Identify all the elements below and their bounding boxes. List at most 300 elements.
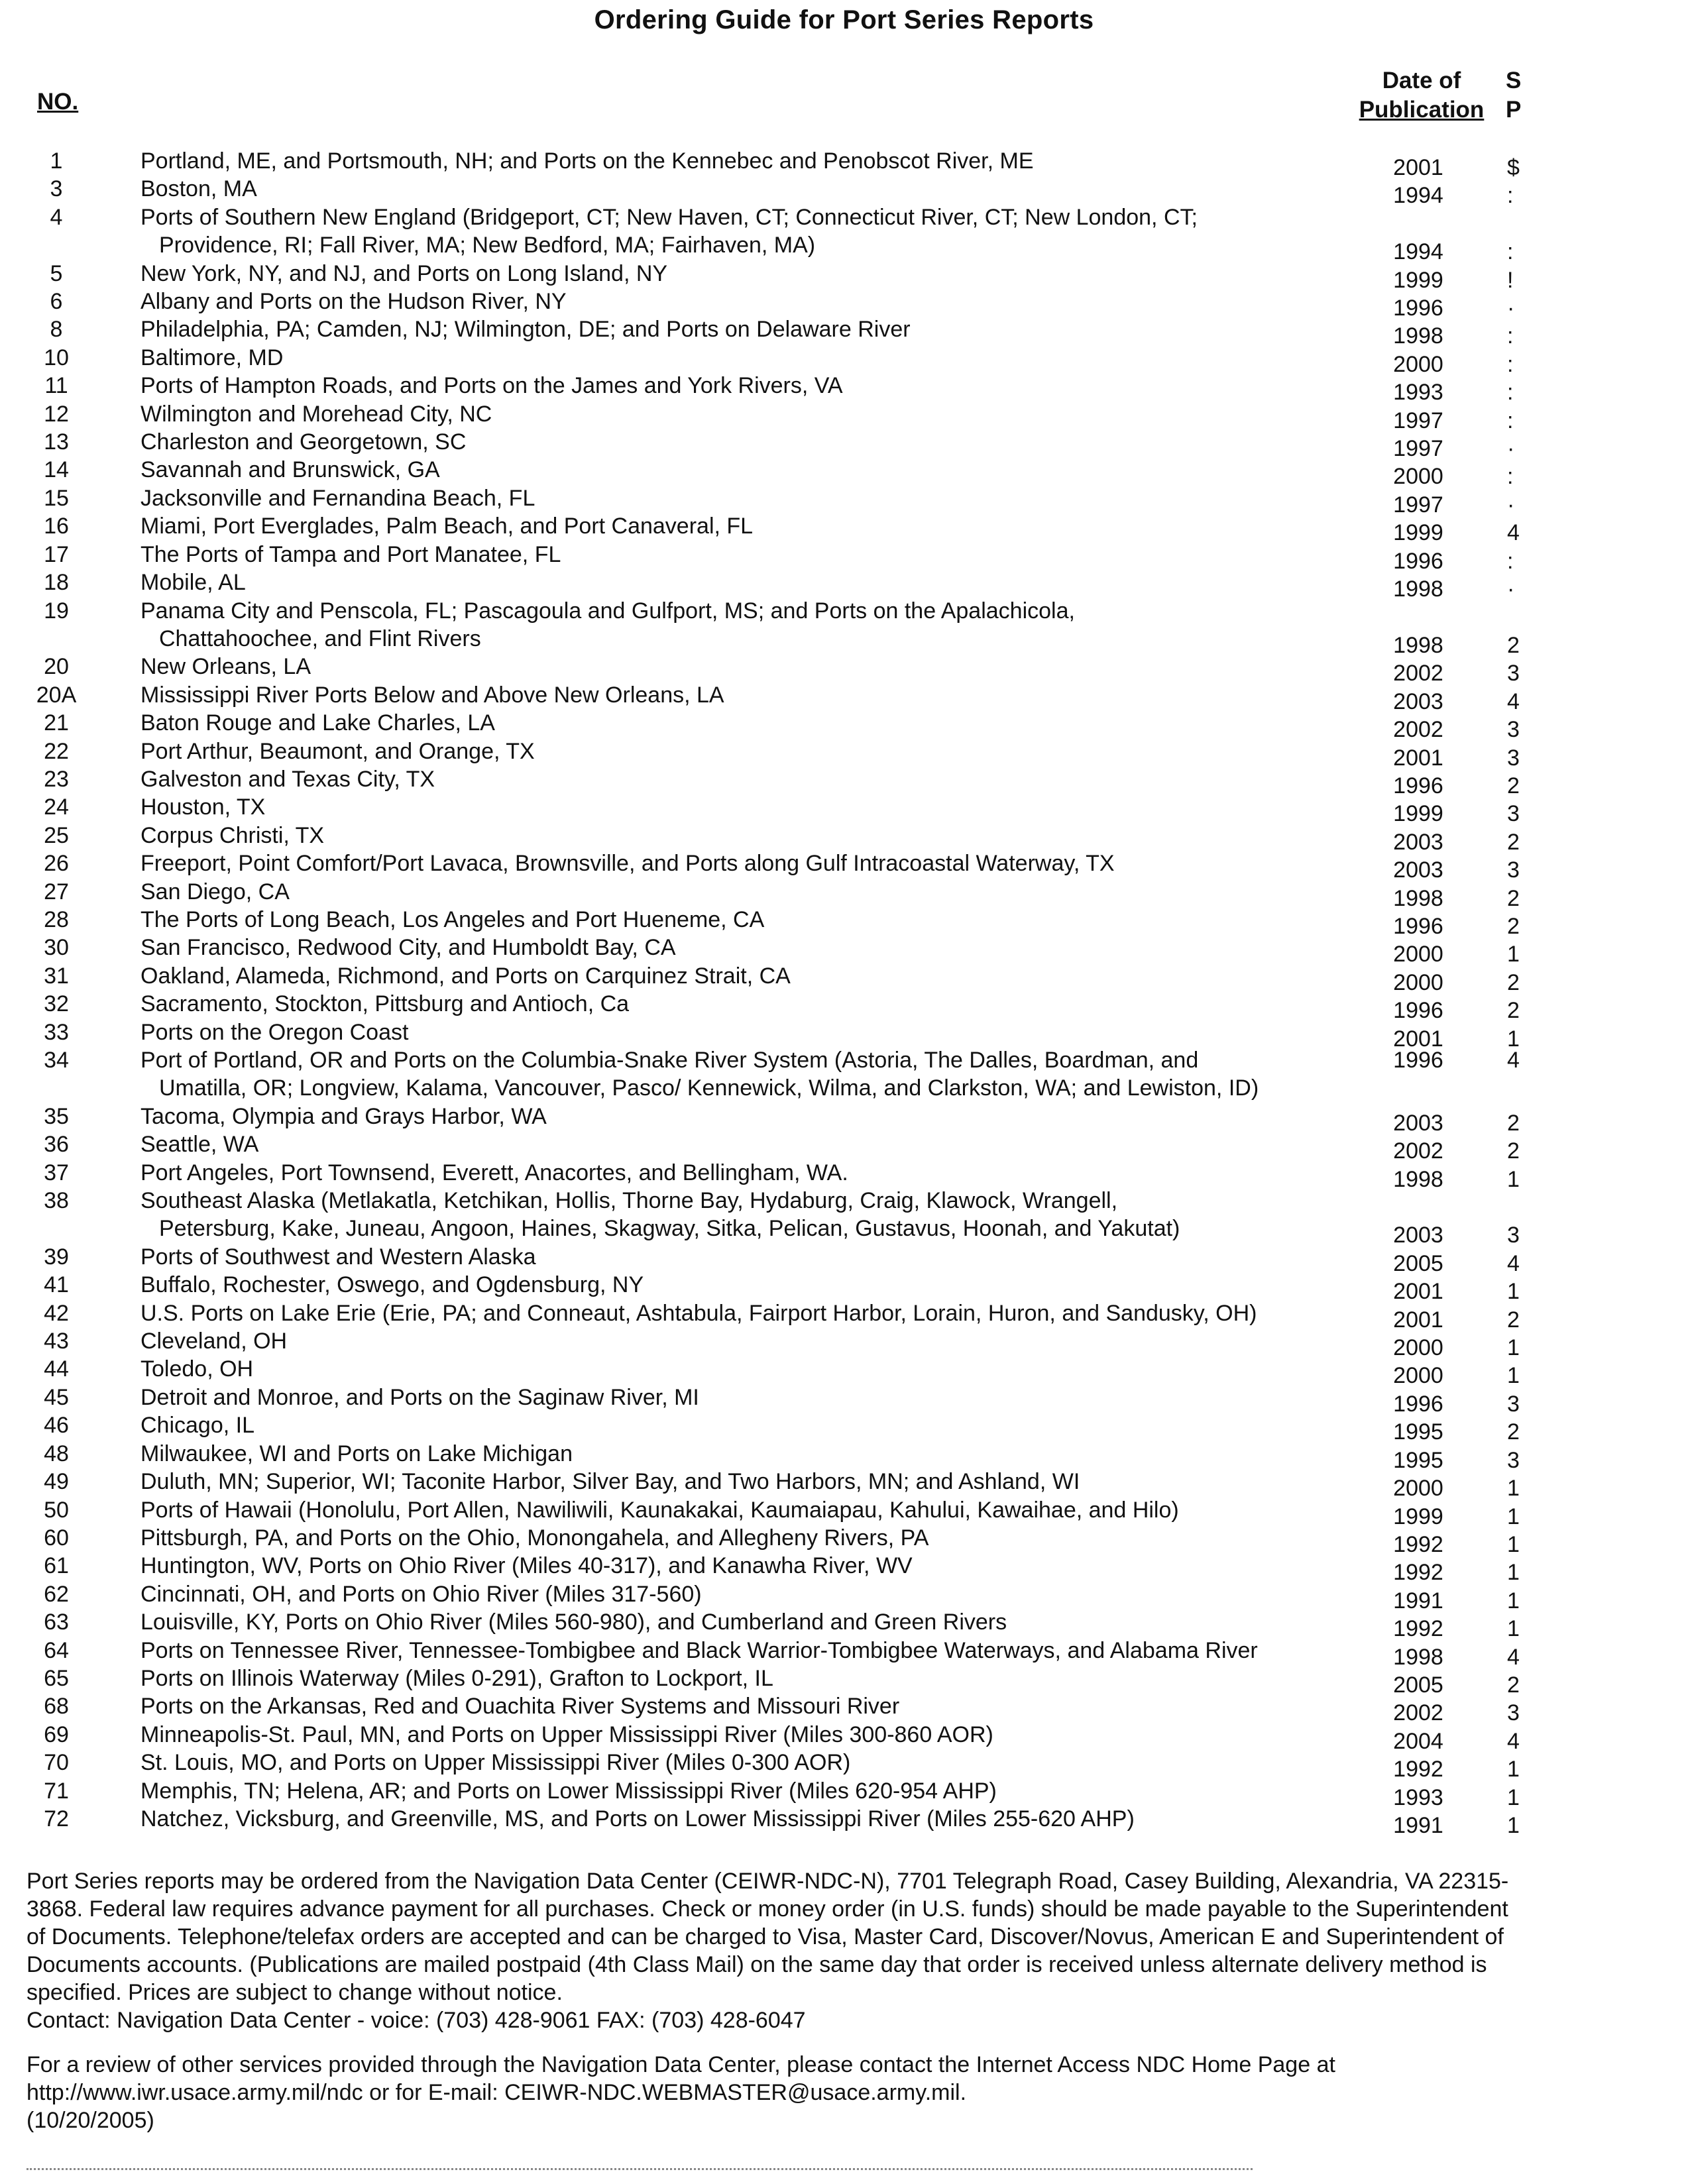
publication-year: 1992 (1393, 1757, 1443, 1782)
report-title (141, 1468, 1353, 1496)
publication-year: 2005 (1393, 1672, 1443, 1698)
table-row (0, 569, 1688, 602)
publication-year: 2000 (1393, 351, 1443, 377)
price-fragment: 2 (1507, 632, 1520, 658)
table-row (0, 822, 1688, 855)
report-number: 41 (44, 1272, 69, 1298)
report-title-continuation: Umatilla, OR; Longview, Kalama, Vancouver, Pasco/ Kennewick, Wilma, and Clarkston, WA; and Lewiston, ID) (159, 1075, 1259, 1101)
report-number: 20A (36, 682, 77, 708)
publication-year: 2004 (1393, 1728, 1443, 1754)
report-title (141, 1103, 1353, 1130)
report-title-line: Minneapolis-St. Paul, MN, and Ports on Upper Mississippi River (Miles 300-860 AOR) (141, 1721, 993, 1747)
table-row (0, 1552, 1688, 1586)
report-number: 50 (44, 1497, 69, 1523)
publication-year: 1994 (1393, 239, 1443, 265)
publication-year: 2000 (1393, 969, 1443, 995)
report-title-line: Ports on Illinois Waterway (Miles 0-291), Grafton to Lockport, IL (141, 1665, 773, 1691)
report-title (141, 1665, 1353, 1692)
contact-text: Contact: Navigation Data Center - voice: (703) 428-9061 FAX: (703) 428-6047 (27, 2008, 806, 2033)
report-title (141, 1608, 1353, 1636)
table-row (0, 175, 1688, 209)
report-title-line: St. Louis, MO, and Ports on Upper Mississippi River (Miles 0-300 AOR) (141, 1750, 851, 1776)
report-number: 27 (44, 879, 69, 904)
publication-year: 2000 (1393, 464, 1443, 490)
ordering-text: Port Series reports may be ordered from the Navigation Data Center (CEIWR-NDC-N), 7701 Telegraph Road, Casey Building, Alexandria, VA 22315-3868. Federal law requires advance payment for all purchases. Check or money order (in U.S. funds) should be made payable to the Superintendent of Documents. Telephone/telefax orders are accepted and can be charged to Visa, Master Card, Discover/Novus, American E and Superintendent of Documents accounts. (Publications are mailed postpaid (4th Class Mail) on the same day that order is received unless alternate delivery method is specified. Prices are subject to change without notice. (27, 1869, 1509, 2005)
report-number: 63 (44, 1610, 69, 1635)
price-fragment: 3 (1507, 1391, 1520, 1417)
publication-year: 1996 (1393, 913, 1443, 939)
publication-year: 1998 (1393, 323, 1443, 349)
price-fragment: 2 (1507, 885, 1520, 911)
report-title (141, 315, 1353, 343)
report-title-line: Ports of Southern New England (Bridgeport, CT; New Haven, CT; Connecticut River, CT; New London, CT; (141, 204, 1198, 230)
report-title (141, 653, 1353, 681)
report-title (141, 849, 1353, 877)
publication-year: 1996 (1393, 998, 1443, 1024)
price-fragment: 2 (1507, 998, 1520, 1024)
table-row (0, 1327, 1688, 1361)
table-row (0, 541, 1688, 574)
report-title-line: Corpus Christi, TX (141, 822, 325, 848)
report-number: 8 (50, 317, 63, 343)
report-title-line: Port of Portland, OR and Ports on the Columbia-Snake River System (Astoria, The Dalles, Boardman, and (141, 1048, 1199, 1073)
review-info (27, 2051, 1524, 2134)
report-title-line: Tacoma, Olympia and Grays Harbor, WA (141, 1103, 547, 1129)
report-title (141, 147, 1353, 175)
publication-year: 2002 (1393, 1138, 1443, 1164)
report-title-line: Baltimore, MD (141, 345, 284, 370)
publication-year: 1998 (1393, 576, 1443, 602)
report-number: 39 (44, 1244, 69, 1270)
publication-year: 1994 (1393, 183, 1443, 209)
publication-year: 1995 (1393, 1419, 1443, 1445)
column-header-price (1506, 66, 1532, 125)
report-title-line: Albany and Ports on the Hudson River, NY (141, 289, 567, 315)
table-row (0, 1018, 1688, 1052)
report-list (0, 147, 1688, 1838)
report-number: 61 (44, 1553, 69, 1579)
publication-year: 1999 (1393, 801, 1443, 827)
table-row (0, 1637, 1688, 1670)
report-title-line: Pittsburgh, PA, and Ports on the Ohio, Monongahela, and Allegheny Rivers, PA (141, 1525, 929, 1551)
publication-year: 2001 (1393, 1026, 1443, 1052)
report-number: 43 (44, 1329, 69, 1354)
review-text: For a review of other services provided through the Navigation Data Center, please contact the Internet Access NDC Home Page at http://www.iwr.usace.army.mil/ndc or for E-mail: CEIWR-NDC.WEBMASTER@usace.army.mil. (27, 2052, 1335, 2105)
report-title-line: Cincinnati, OH, and Ports on Ohio River (Miles 317-560) (141, 1581, 702, 1607)
report-title (141, 709, 1353, 737)
price-fragment: 1 (1507, 942, 1520, 967)
report-title-line: Ports of Southwest and Western Alaska (141, 1244, 536, 1270)
report-title (141, 569, 1353, 596)
publication-year: 1998 (1393, 1644, 1443, 1670)
report-title (141, 1327, 1353, 1355)
report-title (141, 1637, 1353, 1665)
report-title-line: Mobile, AL (141, 570, 246, 596)
report-title-line: Jacksonville and Fernandina Beach, FL (141, 485, 535, 511)
table-row (0, 147, 1688, 180)
report-title-continuation: Chattahoochee, and Flint Rivers (159, 626, 481, 651)
report-title (141, 1018, 1353, 1046)
price-fragment: · (1507, 492, 1515, 518)
publication-year: 1998 (1393, 632, 1443, 658)
report-title (141, 793, 1353, 821)
publication-year: 1996 (1393, 1048, 1443, 1073)
report-number: 13 (44, 429, 69, 455)
table-row (0, 934, 1688, 967)
report-number: 35 (44, 1103, 69, 1129)
report-number: 5 (50, 260, 63, 286)
price-fragment: 1 (1507, 1503, 1520, 1529)
table-row (0, 1355, 1688, 1389)
report-title (141, 737, 1353, 765)
price-fragment: 1 (1507, 1279, 1520, 1305)
publication-year: 1999 (1393, 520, 1443, 546)
report-number: 1 (50, 148, 63, 174)
publication-year: 2003 (1393, 1110, 1443, 1136)
dotted-rule (27, 2168, 1253, 2170)
report-number: 31 (44, 963, 69, 989)
report-number: 38 (44, 1188, 69, 1214)
report-title (141, 372, 1353, 400)
publication-year: 1997 (1393, 436, 1443, 462)
report-title-line: Savannah and Brunswick, GA (141, 457, 440, 483)
table-row (0, 962, 1688, 995)
footer-date: (10/20/2005) (27, 2108, 154, 2133)
column-header-no: NO. (37, 89, 79, 115)
price-fragment: 3 (1507, 1223, 1520, 1248)
report-title (141, 934, 1353, 961)
report-number: 44 (44, 1356, 69, 1382)
report-title-line: New Orleans, LA (141, 654, 311, 680)
report-title (141, 1187, 1353, 1243)
price-fragment: 1 (1507, 1476, 1520, 1502)
report-number: 23 (44, 766, 69, 792)
report-title-line: Oakland, Alameda, Richmond, and Ports on Carquinez Strait, CA (141, 963, 791, 989)
publication-year: 1997 (1393, 492, 1443, 518)
table-row (0, 1411, 1688, 1445)
price-fragment: 2 (1507, 1419, 1520, 1445)
report-number: 26 (44, 851, 69, 877)
report-number: 21 (44, 710, 69, 736)
report-title (141, 1046, 1353, 1103)
report-title-line: Cleveland, OH (141, 1329, 288, 1354)
publication-year: 1993 (1393, 1784, 1443, 1810)
price-fragment: : (1507, 380, 1514, 406)
report-number: 18 (44, 570, 69, 596)
table-row (0, 878, 1688, 911)
report-title-line: Milwaukee, WI and Ports on Lake Michigan (141, 1441, 573, 1466)
report-title-line: The Ports of Tampa and Port Manatee, FL (141, 541, 561, 567)
report-title (141, 484, 1353, 512)
price-fragment: 2 (1507, 829, 1520, 855)
report-title-line: Memphis, TN; Helena, AR; and Ports on Lower Mississippi River (Miles 620-954 AHP) (141, 1778, 997, 1804)
report-title-continuation: Providence, RI; Fall River, MA; New Bedford, MA; Fairhaven, MA) (159, 233, 816, 258)
price-fragment: : (1507, 183, 1514, 209)
report-number: 25 (44, 822, 69, 848)
publication-year: 1996 (1393, 773, 1443, 798)
report-title (141, 1355, 1353, 1383)
price-fragment: 2 (1507, 913, 1520, 939)
report-number: 15 (44, 485, 69, 511)
report-title (141, 1721, 1353, 1749)
table-row (0, 1103, 1688, 1136)
report-title (141, 1496, 1353, 1524)
table-row (0, 1777, 1688, 1810)
report-number: 48 (44, 1441, 69, 1466)
table-row (0, 906, 1688, 939)
report-title (141, 1440, 1353, 1468)
table-row (0, 990, 1688, 1024)
table-row (0, 1187, 1688, 1248)
report-title-continuation: Petersburg, Kake, Juneau, Angoon, Haines, Skagway, Sitka, Pelican, Gustavus, Hoonah, and Yakutat) (159, 1216, 1180, 1242)
report-title (141, 1384, 1353, 1411)
price-fragment: : (1507, 464, 1514, 490)
report-title (141, 1271, 1353, 1299)
report-number: 64 (44, 1637, 69, 1663)
report-number: 4 (50, 204, 63, 230)
table-row (0, 203, 1688, 265)
report-title-line: Duluth, MN; Superior, WI; Taconite Harbor, Silver Bay, and Two Harbors, MN; and Ashland, WI (141, 1469, 1080, 1495)
publication-year: 1998 (1393, 885, 1443, 911)
report-title-line: Port Angeles, Port Townsend, Everett, Anacortes, and Bellingham, WA. (141, 1160, 848, 1185)
price-fragment: 3 (1507, 857, 1520, 883)
table-row (0, 1665, 1688, 1698)
report-title (141, 203, 1353, 260)
price-fragment: 1 (1507, 1560, 1520, 1586)
report-title-line: Huntington, WV, Ports on Ohio River (Miles 40-317), and Kanawha River, WV (141, 1553, 913, 1579)
price-fragment: 3 (1507, 1700, 1520, 1726)
price-fragment: 1 (1507, 1616, 1520, 1642)
table-row (0, 400, 1688, 433)
report-title-line: Buffalo, Rochester, Oswego, and Ogdensburg, NY (141, 1272, 644, 1298)
price-fragment: 4 (1507, 1728, 1520, 1754)
table-row (0, 260, 1688, 293)
report-title (141, 260, 1353, 288)
report-number: 32 (44, 991, 69, 1017)
report-title-line: San Diego, CA (141, 879, 290, 904)
report-title-line: Seattle, WA (141, 1132, 259, 1158)
report-title-line: Sacramento, Stockton, Pittsburg and Antioch, Ca (141, 991, 630, 1017)
report-number: 70 (44, 1750, 69, 1776)
publication-year: 1993 (1393, 380, 1443, 406)
price-fragment: · (1507, 436, 1515, 462)
report-number: 24 (44, 794, 69, 820)
publication-year: 2001 (1393, 1279, 1443, 1305)
report-title (141, 1130, 1353, 1158)
report-title-line: Chicago, IL (141, 1413, 254, 1439)
publication-year: 2000 (1393, 942, 1443, 967)
report-title-line: U.S. Ports on Lake Erie (Erie, PA; and Conneaut, Ashtabula, Fairport Harbor, Lorain, Huron, and Sandusky, OH) (141, 1300, 1257, 1326)
report-number: 19 (44, 598, 69, 624)
price-fragment: 3 (1507, 717, 1520, 743)
price-fragment: 1 (1507, 1812, 1520, 1838)
table-row (0, 765, 1688, 798)
date-header-line-1: Date of (1382, 68, 1461, 93)
report-title (141, 400, 1353, 428)
report-title (141, 1524, 1353, 1552)
publication-year: 2005 (1393, 1250, 1443, 1276)
page-title: Ordering Guide for Port Series Reports (594, 5, 1094, 34)
publication-year: 1996 (1393, 1391, 1443, 1417)
publication-year: 2002 (1393, 661, 1443, 686)
report-title-line: Detroit and Monroe, and Ports on the Saginaw River, MI (141, 1384, 699, 1410)
publication-year: 1996 (1393, 296, 1443, 321)
price-header-line-1: S (1506, 68, 1522, 93)
price-fragment: : (1507, 548, 1514, 574)
publication-year: 1998 (1393, 1166, 1443, 1192)
ordering-info (27, 1867, 1524, 2034)
publication-year: 1992 (1393, 1616, 1443, 1642)
report-number: 17 (44, 541, 69, 567)
report-number: 10 (44, 345, 69, 370)
report-title (141, 906, 1353, 934)
report-title (141, 428, 1353, 456)
report-title-line: Philadelphia, PA; Camden, NJ; Wilmington, DE; and Ports on Delaware River (141, 317, 911, 343)
report-number: 45 (44, 1384, 69, 1410)
table-row (0, 484, 1688, 518)
report-number: 6 (50, 289, 63, 315)
report-title-line: The Ports of Long Beach, Los Angeles and Port Hueneme, CA (141, 906, 765, 932)
report-title (141, 175, 1353, 203)
price-fragment: : (1507, 351, 1514, 377)
publication-year: 2003 (1393, 829, 1443, 855)
price-fragment: $ (1507, 155, 1520, 180)
price-fragment: : (1507, 408, 1514, 433)
price-fragment: 3 (1507, 801, 1520, 827)
report-title-line: Boston, MA (141, 176, 257, 202)
table-row (0, 1159, 1688, 1192)
publication-year: 1997 (1393, 408, 1443, 433)
report-number: 71 (44, 1778, 69, 1804)
publication-year: 2003 (1393, 857, 1443, 883)
table-row (0, 372, 1688, 406)
publication-year: 1995 (1393, 1447, 1443, 1473)
report-title-line: Miami, Port Everglades, Palm Beach, and Port Canaveral, FL (141, 514, 754, 539)
report-title-line: Ports on Tennessee River, Tennessee-Tombigbee and Black Warrior-Tombigbee Waterways, and Alabama River (141, 1637, 1258, 1663)
report-title (141, 456, 1353, 484)
report-number: 72 (44, 1806, 69, 1831)
price-fragment: 1 (1507, 1531, 1520, 1557)
report-title (141, 1805, 1353, 1833)
report-number: 62 (44, 1581, 69, 1607)
report-number: 65 (44, 1665, 69, 1691)
report-number: 20 (44, 654, 69, 680)
table-row (0, 849, 1688, 883)
table-row (0, 681, 1688, 714)
report-title (141, 1552, 1353, 1580)
table-row (0, 456, 1688, 490)
report-number: 30 (44, 935, 69, 961)
price-fragment: · (1507, 296, 1515, 321)
report-title-line: Port Arthur, Beaumont, and Orange, TX (141, 738, 535, 764)
publication-year: 1991 (1393, 1588, 1443, 1613)
report-title (141, 681, 1353, 709)
report-title (141, 1749, 1353, 1776)
publication-year: 1996 (1393, 548, 1443, 574)
table-row (0, 1721, 1688, 1754)
price-header-line-2: P (1506, 97, 1522, 123)
publication-year: 1999 (1393, 1503, 1443, 1529)
report-number: 49 (44, 1469, 69, 1495)
table-row (0, 315, 1688, 349)
report-title (141, 1159, 1353, 1187)
report-title-line: Ports of Hawaii (Honolulu, Port Allen, Nawiliwili, Kaunakakai, Kaumaiapau, Kahului, Kawaihae, and Hilo) (141, 1497, 1179, 1523)
table-row (0, 1692, 1688, 1726)
price-fragment: 4 (1507, 1048, 1520, 1073)
report-title-line: Houston, TX (141, 794, 266, 820)
table-row (0, 653, 1688, 686)
report-title-line: Southeast Alaska (Metlakatla, Ketchikan, Hollis, Thorne Bay, Hydaburg, Craig, Klawock, Wrangell, (141, 1188, 1118, 1214)
price-fragment: 2 (1507, 773, 1520, 798)
table-row (0, 597, 1688, 658)
report-title-line: Baton Rouge and Lake Charles, LA (141, 710, 495, 736)
report-number: 22 (44, 738, 69, 764)
report-number: 33 (44, 1019, 69, 1045)
price-fragment: 1 (1507, 1588, 1520, 1613)
price-fragment: 4 (1507, 1250, 1520, 1276)
report-number: 60 (44, 1525, 69, 1551)
price-fragment: 1 (1507, 1363, 1520, 1389)
table-row (0, 1749, 1688, 1782)
price-fragment: : (1507, 239, 1514, 265)
table-row (0, 1805, 1688, 1838)
publication-year: 2001 (1393, 155, 1443, 180)
price-fragment: 3 (1507, 661, 1520, 686)
report-number: 37 (44, 1160, 69, 1185)
report-title-line: Natchez, Vicksburg, and Greenville, MS, and Ports on Lower Mississippi River (Miles 255-620 AHP) (141, 1806, 1135, 1831)
report-title (141, 1692, 1353, 1720)
report-number: 3 (50, 176, 63, 202)
publication-year: 1992 (1393, 1531, 1443, 1557)
publication-year: 1991 (1393, 1812, 1443, 1838)
report-title-line: Portland, ME, and Portsmouth, NH; and Ports on the Kennebec and Penobscot River, ME (141, 148, 1034, 174)
price-fragment: 4 (1507, 520, 1520, 546)
publication-year: 2002 (1393, 1700, 1443, 1726)
table-row (0, 1243, 1688, 1276)
publication-year: 2000 (1393, 1335, 1443, 1361)
report-number: 34 (44, 1048, 69, 1073)
column-header-date (1345, 66, 1498, 125)
price-fragment: 2 (1507, 1138, 1520, 1164)
report-title-line: Panama City and Penscola, FL; Pascagoula and Gulfport, MS; and Ports on the Apalachicola, (141, 598, 1075, 624)
table-row (0, 288, 1688, 321)
report-number: 11 (44, 373, 68, 399)
report-title-line: Freeport, Point Comfort/Port Lavaca, Brownsville, and Ports along Gulf Intracoastal Waterway, TX (141, 851, 1115, 877)
table-row (0, 1468, 1688, 1502)
report-number: 42 (44, 1300, 69, 1326)
price-fragment: 1 (1507, 1166, 1520, 1192)
report-title-line: Ports of Hampton Roads, and Ports on the James and York Rivers, VA (141, 373, 843, 399)
report-title-line: Toledo, OH (141, 1356, 254, 1382)
report-number: 46 (44, 1413, 69, 1439)
report-title (141, 1243, 1353, 1271)
price-fragment: 4 (1507, 688, 1520, 714)
table-row (0, 793, 1688, 827)
table-row (0, 1299, 1688, 1333)
price-fragment: 1 (1507, 1026, 1520, 1052)
report-title-line: Wilmington and Morehead City, NC (141, 401, 492, 427)
report-title (141, 962, 1353, 990)
price-fragment: 1 (1507, 1335, 1520, 1361)
report-title-line: Charleston and Georgetown, SC (141, 429, 467, 455)
report-title (141, 344, 1353, 372)
table-row (0, 737, 1688, 771)
report-title (141, 1777, 1353, 1805)
report-title (141, 1411, 1353, 1439)
report-number: 36 (44, 1132, 69, 1158)
price-fragment: 2 (1507, 1110, 1520, 1136)
report-number: 16 (44, 514, 69, 539)
